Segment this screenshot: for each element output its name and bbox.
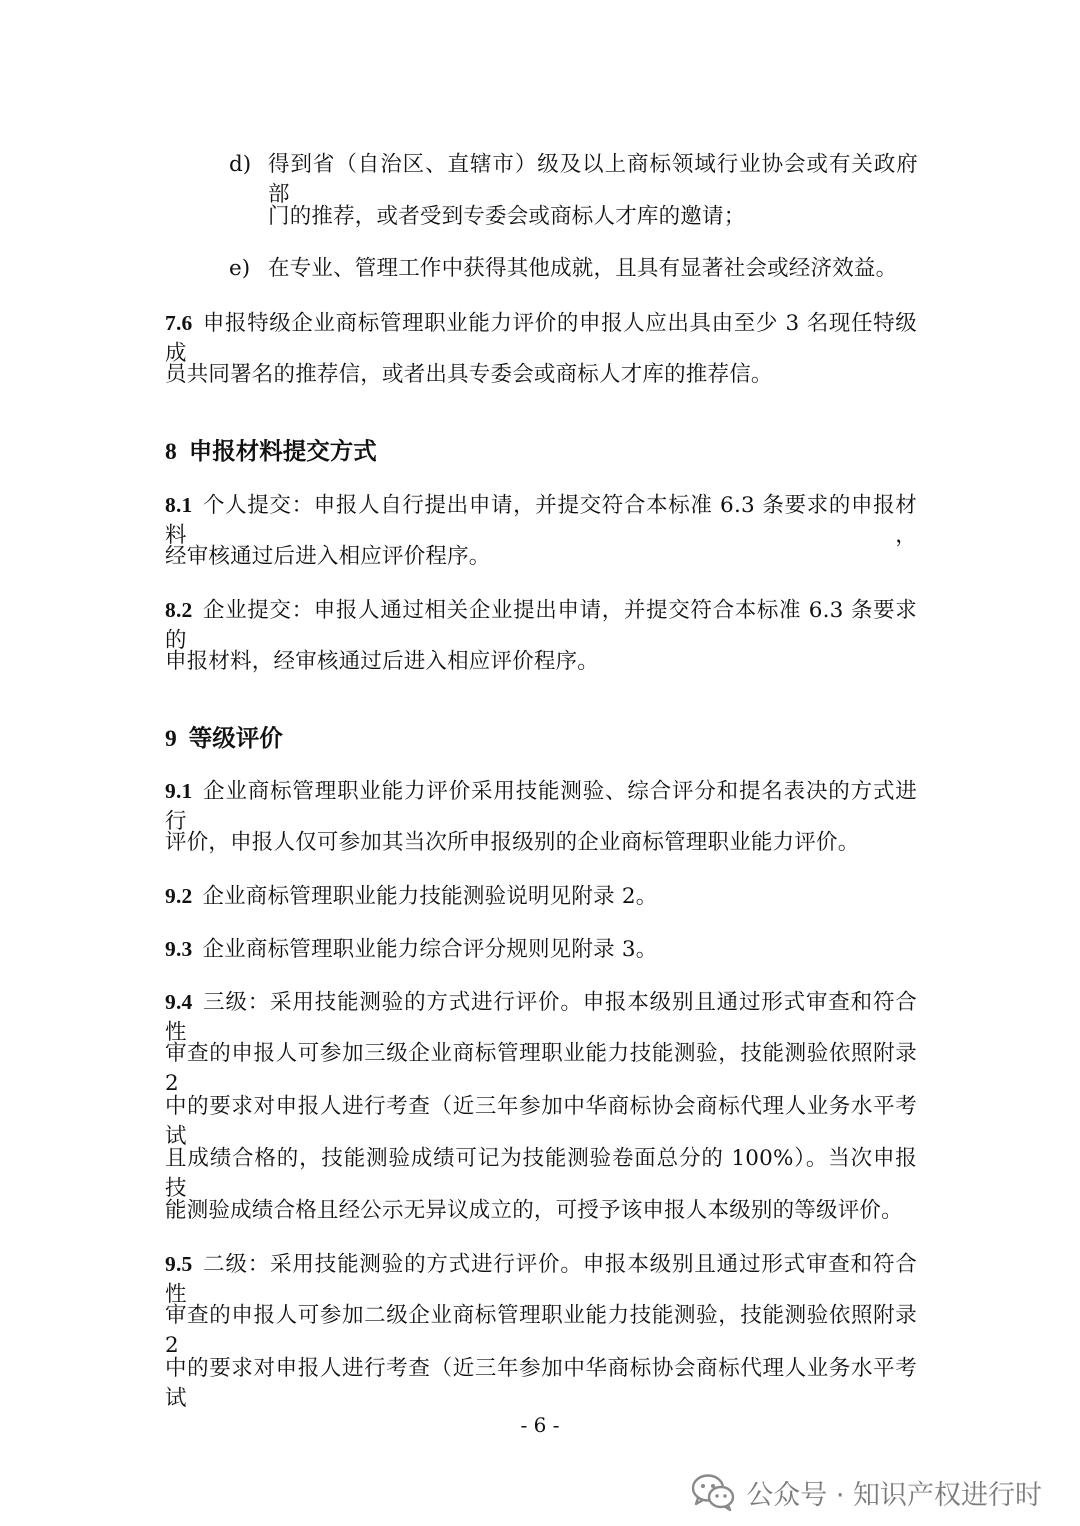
clause-9-3 — [165, 934, 917, 965]
section-title: 等级评价 — [188, 724, 283, 752]
clause-number: 8.1 — [165, 493, 193, 517]
clause-9-2 — [165, 881, 917, 912]
clause-text: 个人提交：申报人自行提出申请，并提交符合本标准 6.3 条要求的申报材料， — [165, 493, 917, 548]
clause-text: 员共同署名的推荐信，或者出具专委会或商标人才库的推荐信。 — [165, 362, 773, 387]
clause-text: 企业商标管理职业能力综合评分规则见附录 3。 — [202, 937, 658, 962]
list-item-label: d) — [229, 152, 252, 177]
section-heading-8 — [165, 435, 377, 468]
section-number: 9 — [165, 726, 177, 752]
list-item-text: 得到省（自治区、直辖市）级及以上商标领域行业协会或有关政府部 — [268, 152, 918, 207]
clause-text: 中的要求对申报人进行考查（近三年参加中华商标协会商标代理人业务水平考试 — [165, 1094, 917, 1149]
section-title: 申报材料提交方式 — [188, 437, 377, 465]
clause-text: 中的要求对申报人进行考查（近三年参加中华商标协会商标代理人业务水平考试 — [165, 1356, 917, 1411]
wechat-icon — [690, 1472, 736, 1512]
clause-text: 企业商标管理职业能力评价采用技能测验、综合评分和提名表决的方式进行 — [165, 779, 917, 834]
watermark-text: 公众号 · 知识产权进行时 — [746, 1479, 1042, 1511]
clause-text: 评价，申报人仅可参加其当次所申报级别的企业商标管理职业能力评价。 — [165, 830, 860, 855]
list-item-text: 在专业、管理工作中获得其他成就，且具有显著社会或经济效益。 — [268, 256, 898, 281]
clause-text: 申报特级企业商标管理职业能力评价的申报人应出具由至少 3 名现任特级成 — [165, 311, 917, 366]
clause-text: 申报材料，经审核通过后进入相应评价程序。 — [165, 649, 600, 674]
clause-number: 7.6 — [165, 311, 193, 335]
clause-text: 能测验成绩合格且经公示无异议成立的，可授予该申报人本级别的等级评价。 — [165, 1198, 903, 1223]
clause-number: 9.2 — [165, 884, 193, 908]
clause-text: 审查的申报人可参加二级企业商标管理职业能力技能测验，技能测验依照附录 2 — [165, 1303, 917, 1358]
clause-text: 企业商标管理职业能力技能测验说明见附录 2。 — [202, 884, 658, 909]
page-number: - 6 - — [520, 1413, 560, 1437]
section-heading-9 — [165, 722, 283, 755]
clause-text: 二级：采用技能测验的方式进行评价。申报本级别且通过形式审查和符合性 — [165, 1252, 917, 1307]
section-number: 8 — [165, 439, 177, 465]
clause-number: 9.1 — [165, 779, 193, 803]
list-item-text: 门的推荐，或者受到专委会或商标人才库的邀请； — [268, 204, 746, 229]
clause-number: 9.4 — [165, 990, 193, 1014]
clause-text: 且成绩合格的，技能测验成绩可记为技能测验卷面总分的 100%）。当次申报技 — [165, 1146, 917, 1201]
clause-number: 9.3 — [165, 937, 193, 961]
clause-text: 经审核通过后进入相应评价程序。 — [165, 544, 491, 569]
clause-text: 三级：采用技能测验的方式进行评价。申报本级别且通过形式审查和符合性 — [165, 990, 917, 1045]
list-item-label: e) — [229, 256, 251, 281]
watermark — [690, 1470, 1042, 1514]
clause-text: 企业提交：申报人通过相关企业提出申请，并提交符合本标准 6.3 条要求的 — [165, 598, 917, 653]
clause-number: 8.2 — [165, 598, 193, 622]
clause-text: 审查的申报人可参加三级企业商标管理职业能力技能测验，技能测验依照附录 2 — [165, 1041, 917, 1096]
clause-number: 9.5 — [165, 1252, 193, 1276]
